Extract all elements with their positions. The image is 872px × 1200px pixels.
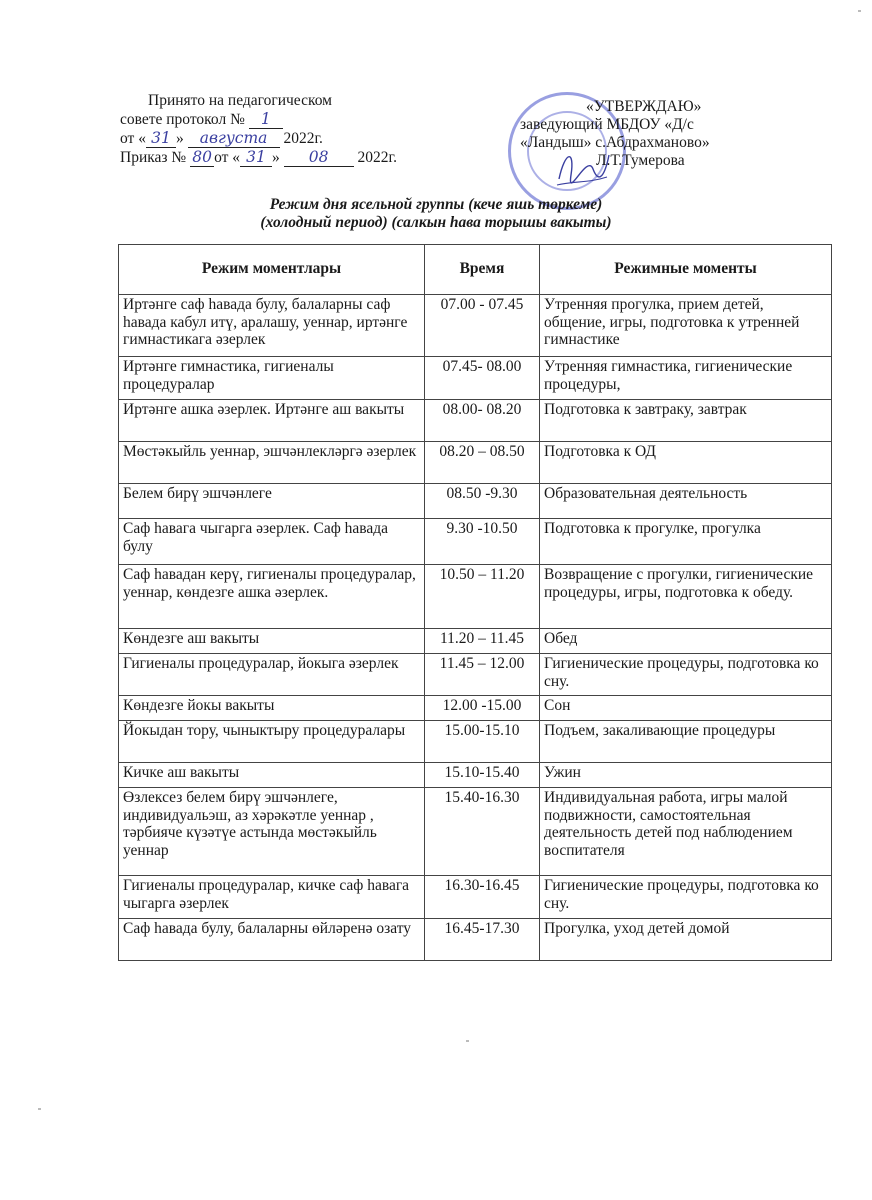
row-time: 11.20 – 11.45 <box>425 629 540 654</box>
protocol-month-field: августа <box>188 129 280 148</box>
council-line-4: Приказ № 80 от « 31 » 08 2022г. <box>120 148 398 166</box>
protocol-number-field: 1 <box>249 110 283 129</box>
table-row <box>119 400 832 442</box>
row-activity-tatar: Көндезге аш вакыты <box>119 629 425 654</box>
row-activity-russian: Ужин <box>540 763 832 788</box>
row-time: 9.30 -10.50 <box>425 519 540 565</box>
schedule-table <box>118 244 832 961</box>
row-activity-russian: Подготовка к ОД <box>540 442 832 484</box>
row-activity-tatar: Иртәнге гимнастика, гигиеналы процедуралар <box>119 357 425 400</box>
row-activity-tatar: Иртәнге саф һавада булу, балаларны саф һавада кабул итү, аралашу, уеннар, иртәнге гимнастикага әзерлек <box>119 295 425 357</box>
column-header-time: Время <box>425 245 540 295</box>
row-activity-tatar: Йокыдан тору, чыныктыру процедуралары <box>119 721 425 763</box>
row-activity-russian: Образовательная деятельность <box>540 484 832 519</box>
approve-organization: «Ландыш» с.Абдрахманово» <box>520 134 710 151</box>
row-activity-russian: Прогулка, уход детей домой <box>540 919 832 961</box>
table-row <box>119 295 832 357</box>
row-activity-tatar: Мөстәкыйль уеннар, эшчәнлекләргә әзерлек <box>119 442 425 484</box>
column-header-tatar: Режим моментлары <box>119 245 425 295</box>
row-activity-russian: Гигиенические процедуры, подготовка ко сну. <box>540 654 832 696</box>
row-activity-russian: Подготовка к завтраку, завтрак <box>540 400 832 442</box>
row-activity-tatar: Белем бирү эшчәнлеге <box>119 484 425 519</box>
table-row <box>119 654 832 696</box>
council-line-3: от « 31 » августа 2022г. <box>120 129 323 147</box>
table-row <box>119 763 832 788</box>
row-activity-russian: Утренняя прогулка, прием детей, общение, игры, подготовка к утренней гимнастике <box>540 295 832 357</box>
row-time: 16.30-16.45 <box>425 876 540 919</box>
table-row <box>119 919 832 961</box>
row-activity-russian: Индивидуальная работа, игры малой подвижности, самостоятельная деятельность детей под наблюдением воспитателя <box>540 788 832 876</box>
order-month-field: 08 <box>284 148 354 167</box>
table-row <box>119 519 832 565</box>
protocol-day-field: 31 <box>146 129 176 148</box>
approve-position: заведующий МБДОУ «Д/с <box>520 116 694 133</box>
row-time: 08.00- 08.20 <box>425 400 540 442</box>
row-time: 07.00 - 07.45 <box>425 295 540 357</box>
row-activity-tatar: Көндезге йокы вакыты <box>119 696 425 721</box>
row-activity-russian: Обед <box>540 629 832 654</box>
table-row <box>119 357 832 400</box>
head-approval-block <box>520 98 780 170</box>
council-line-2: совете протокол № 1 <box>120 110 460 129</box>
council-approval-block <box>120 92 460 167</box>
row-time: 15.40-16.30 <box>425 788 540 876</box>
row-activity-tatar: Саф һавада булу, балаларны өйләренә озату <box>119 919 425 961</box>
approve-name: Л.Т.Тумерова <box>596 152 685 169</box>
row-activity-tatar: Иртәнге ашка әзерлек. Иртәнге аш вакыты <box>119 400 425 442</box>
table-row <box>119 629 832 654</box>
row-activity-russian: Утренняя гимнастика, гигиенические процедуры, <box>540 357 832 400</box>
order-day-field: 31 <box>240 148 272 167</box>
row-time: 07.45- 08.00 <box>425 357 540 400</box>
order-number-field: 80 <box>190 148 214 167</box>
row-activity-tatar: Өзлексез белем бирү эшчәнлеге, индивидуальэш, аз хәрәкәтле уеннар , тәрбияче күзәтүе астында мөстәкыйль уеннар <box>119 788 425 876</box>
row-activity-tatar: Гигиеналы процедуралар, кичке саф һавага чыгарга әзерлек <box>119 876 425 919</box>
scan-speck <box>858 10 861 12</box>
row-time: 08.20 – 08.50 <box>425 442 540 484</box>
row-activity-russian: Подъем, закаливающие процедуры <box>540 721 832 763</box>
row-activity-russian: Возвращение с прогулки, гигиенические процедуры, игры, подготовка к обеду. <box>540 565 832 629</box>
row-activity-russian: Гигиенические процедуры, подготовка ко сну. <box>540 876 832 919</box>
title-line-1: Режим дня ясельной группы (кече яшь төркеме) <box>269 196 603 213</box>
row-time: 12.00 -15.00 <box>425 696 540 721</box>
row-activity-tatar: Саф һавадан керү, гигиеналы процедуралар, уеннар, көндезге ашка әзерлек. <box>119 565 425 629</box>
row-activity-russian: Подготовка к прогулке, прогулка <box>540 519 832 565</box>
approve-heading: «УТВЕРЖДАЮ» <box>586 98 702 115</box>
table-row <box>119 788 832 876</box>
row-activity-tatar: Гигиеналы процедуралар, йокыга әзерлек <box>119 654 425 696</box>
row-time: 11.45 – 12.00 <box>425 654 540 696</box>
scan-speck <box>38 1108 41 1110</box>
row-time: 15.00-15.10 <box>425 721 540 763</box>
row-time: 08.50 -9.30 <box>425 484 540 519</box>
row-activity-tatar: Кичке аш вакыты <box>119 763 425 788</box>
table-row <box>119 721 832 763</box>
council-line-1: Принято на педагогическом <box>148 92 332 109</box>
table-row <box>119 484 832 519</box>
column-header-russian: Режимные моменты <box>540 245 832 295</box>
scan-speck <box>466 1040 469 1042</box>
title-line-2: (холодный период) (салкын һава торышы вакыты) <box>260 214 612 231</box>
row-activity-tatar: Саф һавага чыгарга әзерлек. Саф һавада булу <box>119 519 425 565</box>
row-time: 16.45-17.30 <box>425 919 540 961</box>
row-activity-russian: Сон <box>540 696 832 721</box>
table-row <box>119 442 832 484</box>
row-time: 15.10-15.40 <box>425 763 540 788</box>
table-row <box>119 565 832 629</box>
table-row <box>119 876 832 919</box>
table-row <box>119 696 832 721</box>
document-title <box>0 196 872 232</box>
row-time: 10.50 – 11.20 <box>425 565 540 629</box>
table-header-row <box>119 245 832 295</box>
